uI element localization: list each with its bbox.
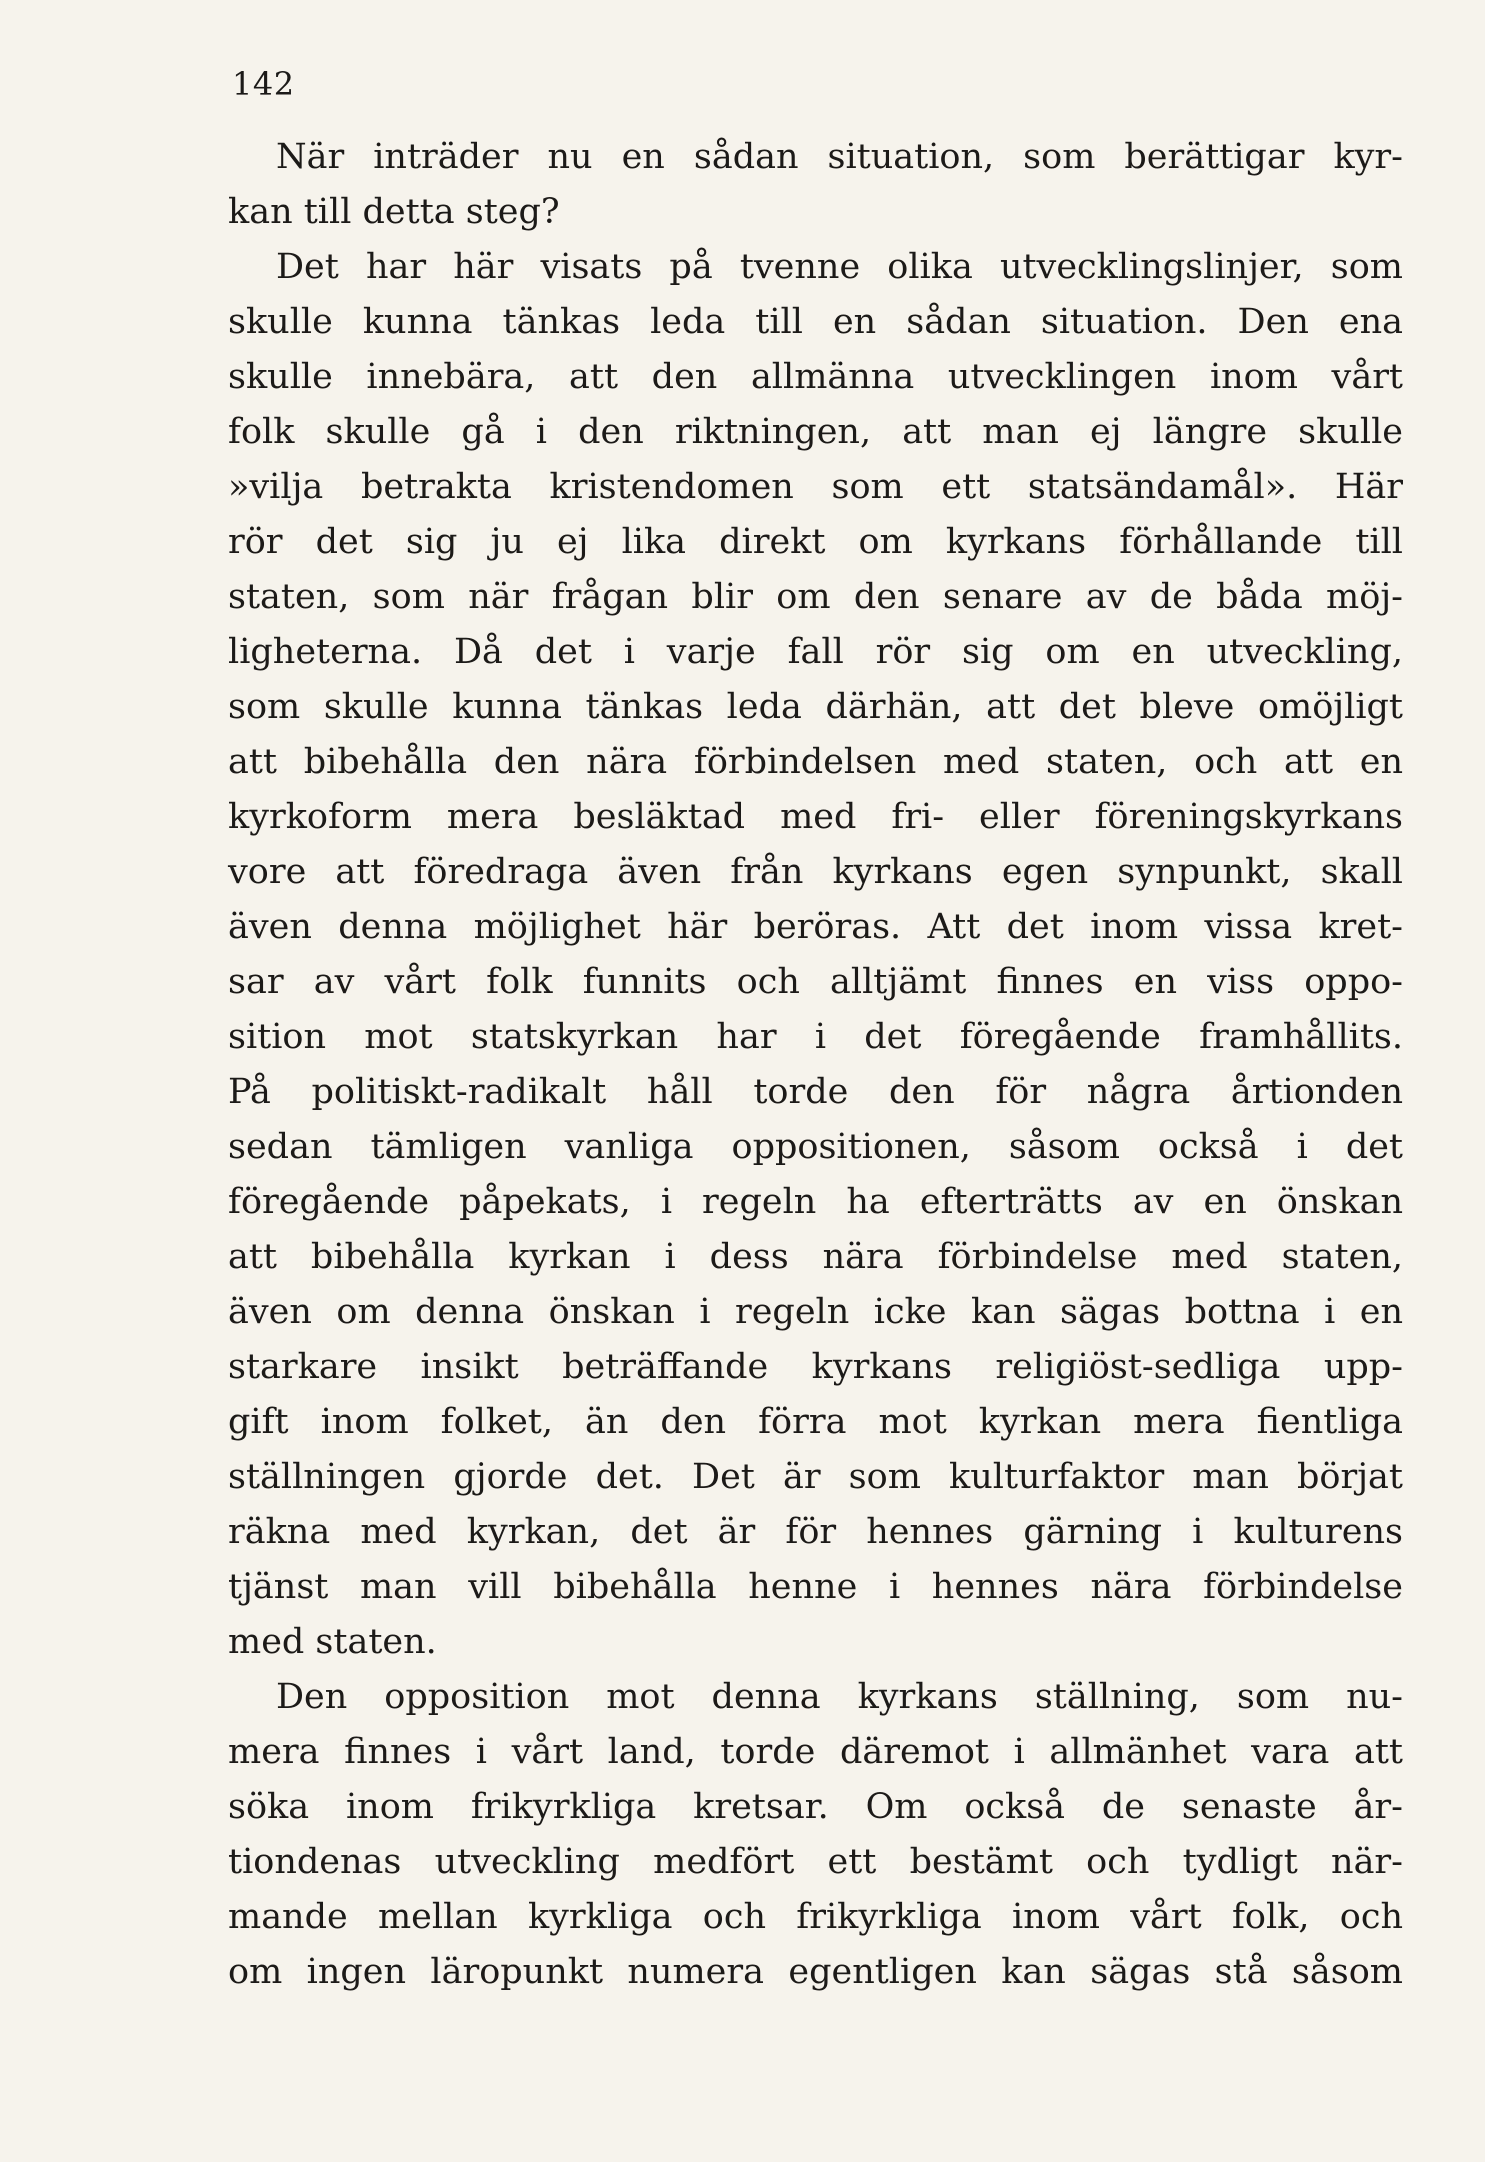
text-line: »vilja betrakta kristendomen som ett statsändamål». Här: [228, 467, 1403, 507]
text-line: även denna möjlighet här beröras. Att det inom vissa kret-: [228, 907, 1403, 947]
text-line: sition mot statskyrkan har i det föregående framhållits.: [228, 1017, 1403, 1057]
text-line: vore att föredraga även från kyrkans egen synpunkt, skall: [228, 852, 1403, 892]
text-line: mera finnes i vårt land, torde däremot i allmänhet vara att: [228, 1732, 1403, 1772]
text-line: skulle innebära, att den allmänna utvecklingen inom vårt: [228, 357, 1403, 397]
text-line: mande mellan kyrkliga och frikyrkliga inom vårt folk, och: [228, 1897, 1403, 1937]
text-line: att bibehålla den nära förbindelsen med staten, och att en: [228, 742, 1403, 782]
text-line: Den opposition mot denna kyrkans ställning, som nu-: [276, 1677, 1403, 1717]
text-line: staten, som när frågan blir om den senare av de båda möj-: [228, 577, 1403, 617]
text-line: ställningen gjorde det. Det är som kulturfaktor man börjat: [228, 1457, 1403, 1497]
text-line: starkare insikt beträffande kyrkans religiöst-sedliga upp-: [228, 1347, 1403, 1387]
page-number: 142: [232, 65, 295, 103]
text-line: tiondenas utveckling medfört ett bestämt och tydligt när-: [228, 1842, 1403, 1882]
text-line: sedan tämligen vanliga oppositionen, såsom också i det: [228, 1127, 1403, 1167]
text-line: rör det sig ju ej lika direkt om kyrkans förhållande till: [228, 522, 1403, 562]
text-line: sar av vårt folk funnits och alltjämt finnes en viss oppo-: [228, 962, 1403, 1002]
body-text: [228, 130, 1403, 2000]
text-line: skulle kunna tänkas leda till en sådan situation. Den ena: [228, 302, 1403, 342]
text-line: På politiskt-radikalt håll torde den för några årtionden: [228, 1072, 1403, 1112]
text-line: kan till detta steg?: [228, 192, 560, 232]
text-line: Det har här visats på tvenne olika utvecklingslinjer, som: [276, 247, 1403, 287]
text-line: föregående påpekats, i regeln ha efterträtts av en önskan: [228, 1182, 1403, 1222]
text-line: med staten.: [228, 1622, 437, 1662]
text-line: folk skulle gå i den riktningen, att man ej längre skulle: [228, 412, 1403, 452]
text-line: tjänst man vill bibehålla henne i hennes nära förbindelse: [228, 1567, 1403, 1607]
text-line: När inträder nu en sådan situation, som berättigar kyr-: [276, 137, 1403, 177]
text-line: som skulle kunna tänkas leda därhän, att det bleve omöjligt: [228, 687, 1403, 727]
text-line: ligheterna. Då det i varje fall rör sig om en utveckling,: [228, 632, 1403, 672]
text-line: kyrkoform mera besläktad med fri- eller föreningskyrkans: [228, 797, 1403, 837]
text-line: gift inom folket, än den förra mot kyrkan mera fientliga: [228, 1402, 1403, 1442]
text-line: att bibehålla kyrkan i dess nära förbindelse med staten,: [228, 1237, 1403, 1277]
text-line: söka inom frikyrkliga kretsar. Om också de senaste år-: [228, 1787, 1403, 1827]
text-line: om ingen läropunkt numera egentligen kan sägas stå såsom: [228, 1952, 1403, 1992]
text-line: räkna med kyrkan, det är för hennes gärning i kulturens: [228, 1512, 1403, 1552]
text-line: även om denna önskan i regeln icke kan sägas bottna i en: [228, 1292, 1403, 1332]
